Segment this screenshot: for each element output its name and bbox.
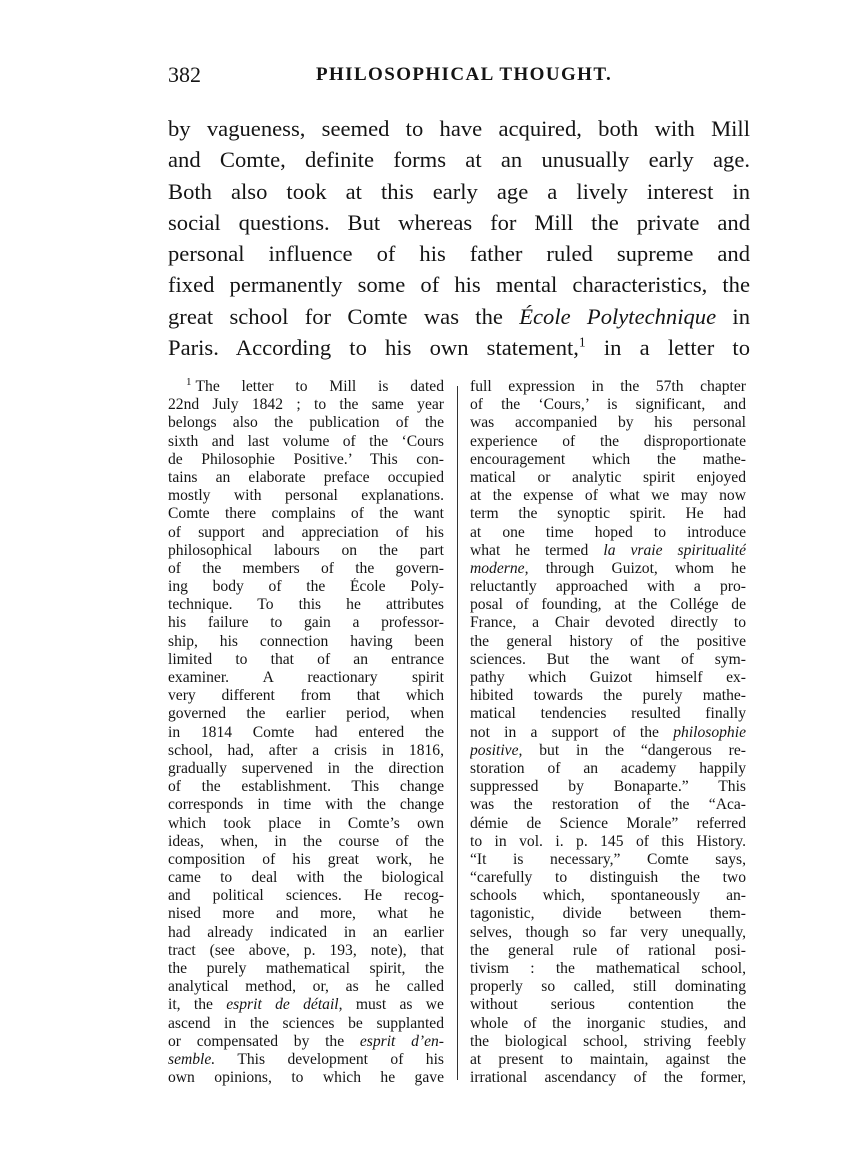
footnote-line: irrational ascendancy of the former, [470, 1069, 746, 1087]
footnote-text-span: This development of his [215, 1050, 444, 1068]
body-line: and Comte, definite forms at an unusually early age. [168, 147, 750, 173]
footnote-line: ing body of the École Poly- [168, 578, 444, 596]
footnote-line: experience of the disproportionate [470, 432, 746, 450]
body-text-span: in a letter to [585, 335, 750, 361]
footnote-line: gradually supervened in the direction [168, 759, 444, 777]
footnote-line [168, 1033, 444, 1051]
body-line: fixed permanently some of his mental characteristics, the [168, 272, 750, 298]
footnote-line: tagonistic, divide between them- [470, 905, 746, 923]
footnote-line: limited to that of an entrance [168, 650, 444, 668]
footnote-line: full expression in the 57th chapter [470, 378, 746, 395]
body-text [168, 113, 750, 363]
footnote-line: the general rule of rational posi- [470, 941, 746, 959]
footnote-reference: 1 [578, 334, 586, 350]
footnote-line [168, 996, 444, 1014]
footnote-line: of the establishment. This change [168, 778, 444, 796]
body-line: Both also took at this early age a lively interest in [168, 178, 750, 204]
footnote-line: posal of founding, at the Collége de [470, 596, 746, 614]
footnote-line: was accompanied by his personal [470, 414, 746, 432]
body-line [168, 332, 750, 363]
footnote-line: very different from that which [168, 687, 444, 705]
footnote-text-span: what he termed [470, 541, 604, 559]
footnote-line: tivism : the mathematical school, [470, 960, 746, 977]
footnote-line: 22nd July 1842 ; to the same year [168, 396, 444, 414]
footnote-line: ascend in the sciences be supplanted [168, 1014, 444, 1032]
footnote-line: without serious contention the [470, 996, 746, 1014]
footnote-text-span: The letter to Mill is dated [195, 378, 444, 395]
footnote-line: school, had, after a crisis in 1816, [168, 741, 444, 759]
footnote-line: de Philosophie Positive.’ This con- [168, 450, 444, 468]
italic-term: positive, [470, 741, 523, 759]
footnote-line: was the restoration of the “Aca- [470, 796, 746, 814]
footnote-line: encouragement which the mathe- [470, 450, 746, 468]
footnote-line [470, 542, 746, 560]
footnote-line [470, 560, 746, 578]
footnote-line: the general history of the positive [470, 632, 746, 650]
footnote-line: sciences. But the want of sym- [470, 650, 746, 668]
footnote-line: at one time hoped to introduce [470, 523, 746, 541]
body-text-span: Paris. According to his own statement, [168, 335, 579, 361]
footnote-line: technique. To this he attributes [168, 596, 444, 614]
body-text-span: in [716, 303, 750, 329]
footnote-line: mostly with personal explanations. [168, 487, 444, 505]
footnote-line: sixth and last volume of the ‘Cours [168, 432, 444, 450]
italic-term: semble. [168, 1050, 216, 1068]
footnote-line: schools which, spontaneously an- [470, 887, 746, 905]
footnote-text-span: but in the “dangerous re- [522, 741, 746, 759]
footnote-line: France, a Chair devoted directly to [470, 614, 746, 632]
footnote-line: his failure to gain a professor- [168, 614, 444, 632]
footnote-left-column [168, 378, 444, 1087]
footnote-line: came to deal with the biological [168, 869, 444, 887]
italic-term: esprit de détail, [226, 996, 343, 1014]
footnote-line: belongs also the publication of the [168, 414, 444, 432]
footnote-line: the purely mathematical spirit, the [168, 960, 444, 977]
footnote-line: of support and appreciation of his [168, 523, 444, 541]
footnote-line: which took place in Comte’s own [168, 814, 444, 832]
body-text-span: great school for Comte was the [168, 303, 520, 329]
footnote-line: term the synoptic spirit. He had [470, 505, 746, 523]
footnote-line: pathy which Guizot himself ex- [470, 669, 746, 686]
footnote-marker: 1 [186, 378, 192, 388]
footnote-line: matical or analytic spirit enjoyed [470, 468, 746, 486]
italic-term: philosophie [673, 723, 746, 741]
body-line: by vagueness, seemed to have acquired, both with Mill [168, 116, 750, 141]
footnote-line: at the expense of what we may now [470, 487, 746, 505]
footnote-line: composition of his great work, he [168, 850, 444, 868]
footnote-line: tains an elaborate preface occupied [168, 468, 444, 486]
footnote-text-span: must as we [342, 996, 444, 1014]
footnote-line: at present to maintain, against the [470, 1050, 746, 1068]
body-line [168, 301, 750, 332]
footnote-line: governed the earlier period, when [168, 705, 444, 723]
footnote-line: philosophical labours on the part [168, 541, 444, 559]
footnote-line: ideas, when, in the course of the [168, 832, 444, 850]
footnote-line: of the ‘Cours,’ is significant, and [470, 396, 746, 414]
footnote-line [470, 724, 746, 742]
footnote-line: in 1814 Comte had entered the [168, 723, 444, 741]
footnote-text-span: not in a support of the [470, 723, 674, 741]
footnote-line: “It is necessary,” Comte says, [470, 850, 746, 868]
footnote-line: suppressed by Bonaparte.” This [470, 778, 746, 796]
footnote-line: own opinions, to which he gave [168, 1069, 444, 1087]
footnote-line: matical tendencies resulted finally [470, 705, 746, 723]
footnote-text-span: it, the [168, 996, 227, 1014]
italic-term: la vraie spiritualité [603, 541, 746, 559]
page-number: 382 [168, 62, 201, 87]
footnote-line: selves, though so far very unequally, [470, 923, 746, 941]
footnote-line: examiner. A reactionary spirit [168, 669, 444, 686]
footnote-line: Comte there complains of the want [168, 505, 444, 523]
footnote-text-span: or compensated by the [168, 1032, 360, 1050]
footnote-right-column [470, 378, 746, 1087]
footnote-line: properly so called, still dominating [470, 978, 746, 996]
footnote-line: hibited towards the purely mathe- [470, 687, 746, 705]
footnote-line: storation of an academy happily [470, 759, 746, 777]
footnote-line: to in vol. i. p. 145 of this History. [470, 832, 746, 850]
footnote-line: had already indicated in an earlier [168, 923, 444, 941]
italic-term: moderne, [470, 559, 529, 577]
footnote-line [168, 1051, 444, 1069]
footnote-line: nised more and more, what he [168, 905, 444, 923]
footnote-line: corresponds in time with the change [168, 796, 444, 814]
page-header [168, 62, 750, 92]
footnote-line: of the members of the govern- [168, 559, 444, 577]
footnote-line: whole of the inorganic studies, and [470, 1014, 746, 1032]
footnote-line: ship, his connection having been [168, 632, 444, 650]
column-divider [457, 386, 458, 1080]
footnote-text-span: through Guizot, whom he [528, 559, 746, 577]
footnote-line: reluctantly approached with a pro- [470, 578, 746, 596]
footnote-line: and political sciences. He recog- [168, 887, 444, 905]
footnote-line: démie de Science Morale” referred [470, 814, 746, 832]
running-head: PHILOSOPHICAL THOUGHT. [316, 64, 613, 85]
footnote-line [168, 378, 444, 396]
footnote-line: tract (see above, p. 193, note), that [168, 941, 444, 959]
footnote-line: “carefully to distinguish the two [470, 869, 746, 887]
italic-term: École Polytechnique [519, 303, 717, 329]
body-line: personal influence of his father ruled supreme and [168, 241, 750, 267]
body-line: social questions. But whereas for Mill the private and [168, 209, 750, 235]
footnote-line: the biological school, striving feebly [470, 1032, 746, 1050]
italic-term: esprit d’en- [359, 1032, 444, 1050]
footnote-line [470, 742, 746, 760]
footnote-line: analytical method, or, as he called [168, 978, 444, 996]
